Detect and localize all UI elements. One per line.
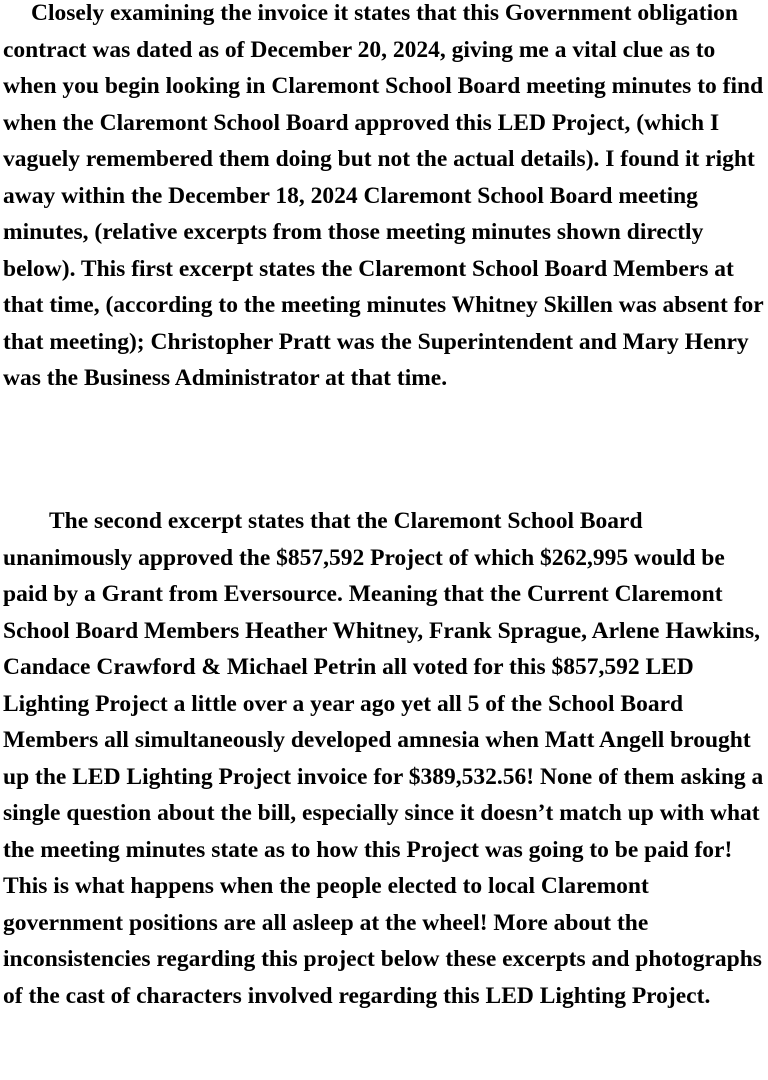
paragraph-invoice-and-minutes: Closely examining the invoice it states that this Government obligation contract was dated as of December 20, 2024, giving me a vital clue as to when you begin looking in Claremont School Board meeting minutes to find when the Claremont School Board approved this LED Project, (which I vaguely remembered them doing but not the actual details). I found it right away within the December 18, 2024 Claremont School Board meeting minutes, (relative excerpts from those meeting minutes shown directly below). This first excerpt states the Claremont School Board Members at that time, (according to the meeting minutes Whitney Skillen was absent for that meeting); Christopher Pratt was the Superintendent and Mary Henry was the Business Administrator at that time.: [3, 0, 764, 391]
paragraph-board-approval: The second excerpt states that the Claremont School Board unanimously approved the $857,592 Project of which $262,995 would be paid by a Grant from Eversource. Meaning that the Current Claremont School Board Members Heather Whitney, Frank Sprague, Arlene Hawkins, Candace Crawford & Michael Petrin all voted for this $857,592 LED Lighting Project a little over a year ago yet all 5 of the School Board Members all simultaneously developed amnesia when Matt Angell brought up the LED Lighting Project invoice for $389,532.56! None of them asking a single question about the bill, especially since it doesn’t match up with what the meeting minutes state as to how this Project was going to be paid for! This is what happens when the people elected to local Claremont government positions are all asleep at the wheel! More about the inconsistencies regarding this project below these excerpts and photographs of the cast of characters involved regarding this LED Lighting Project.: [3, 508, 764, 1009]
